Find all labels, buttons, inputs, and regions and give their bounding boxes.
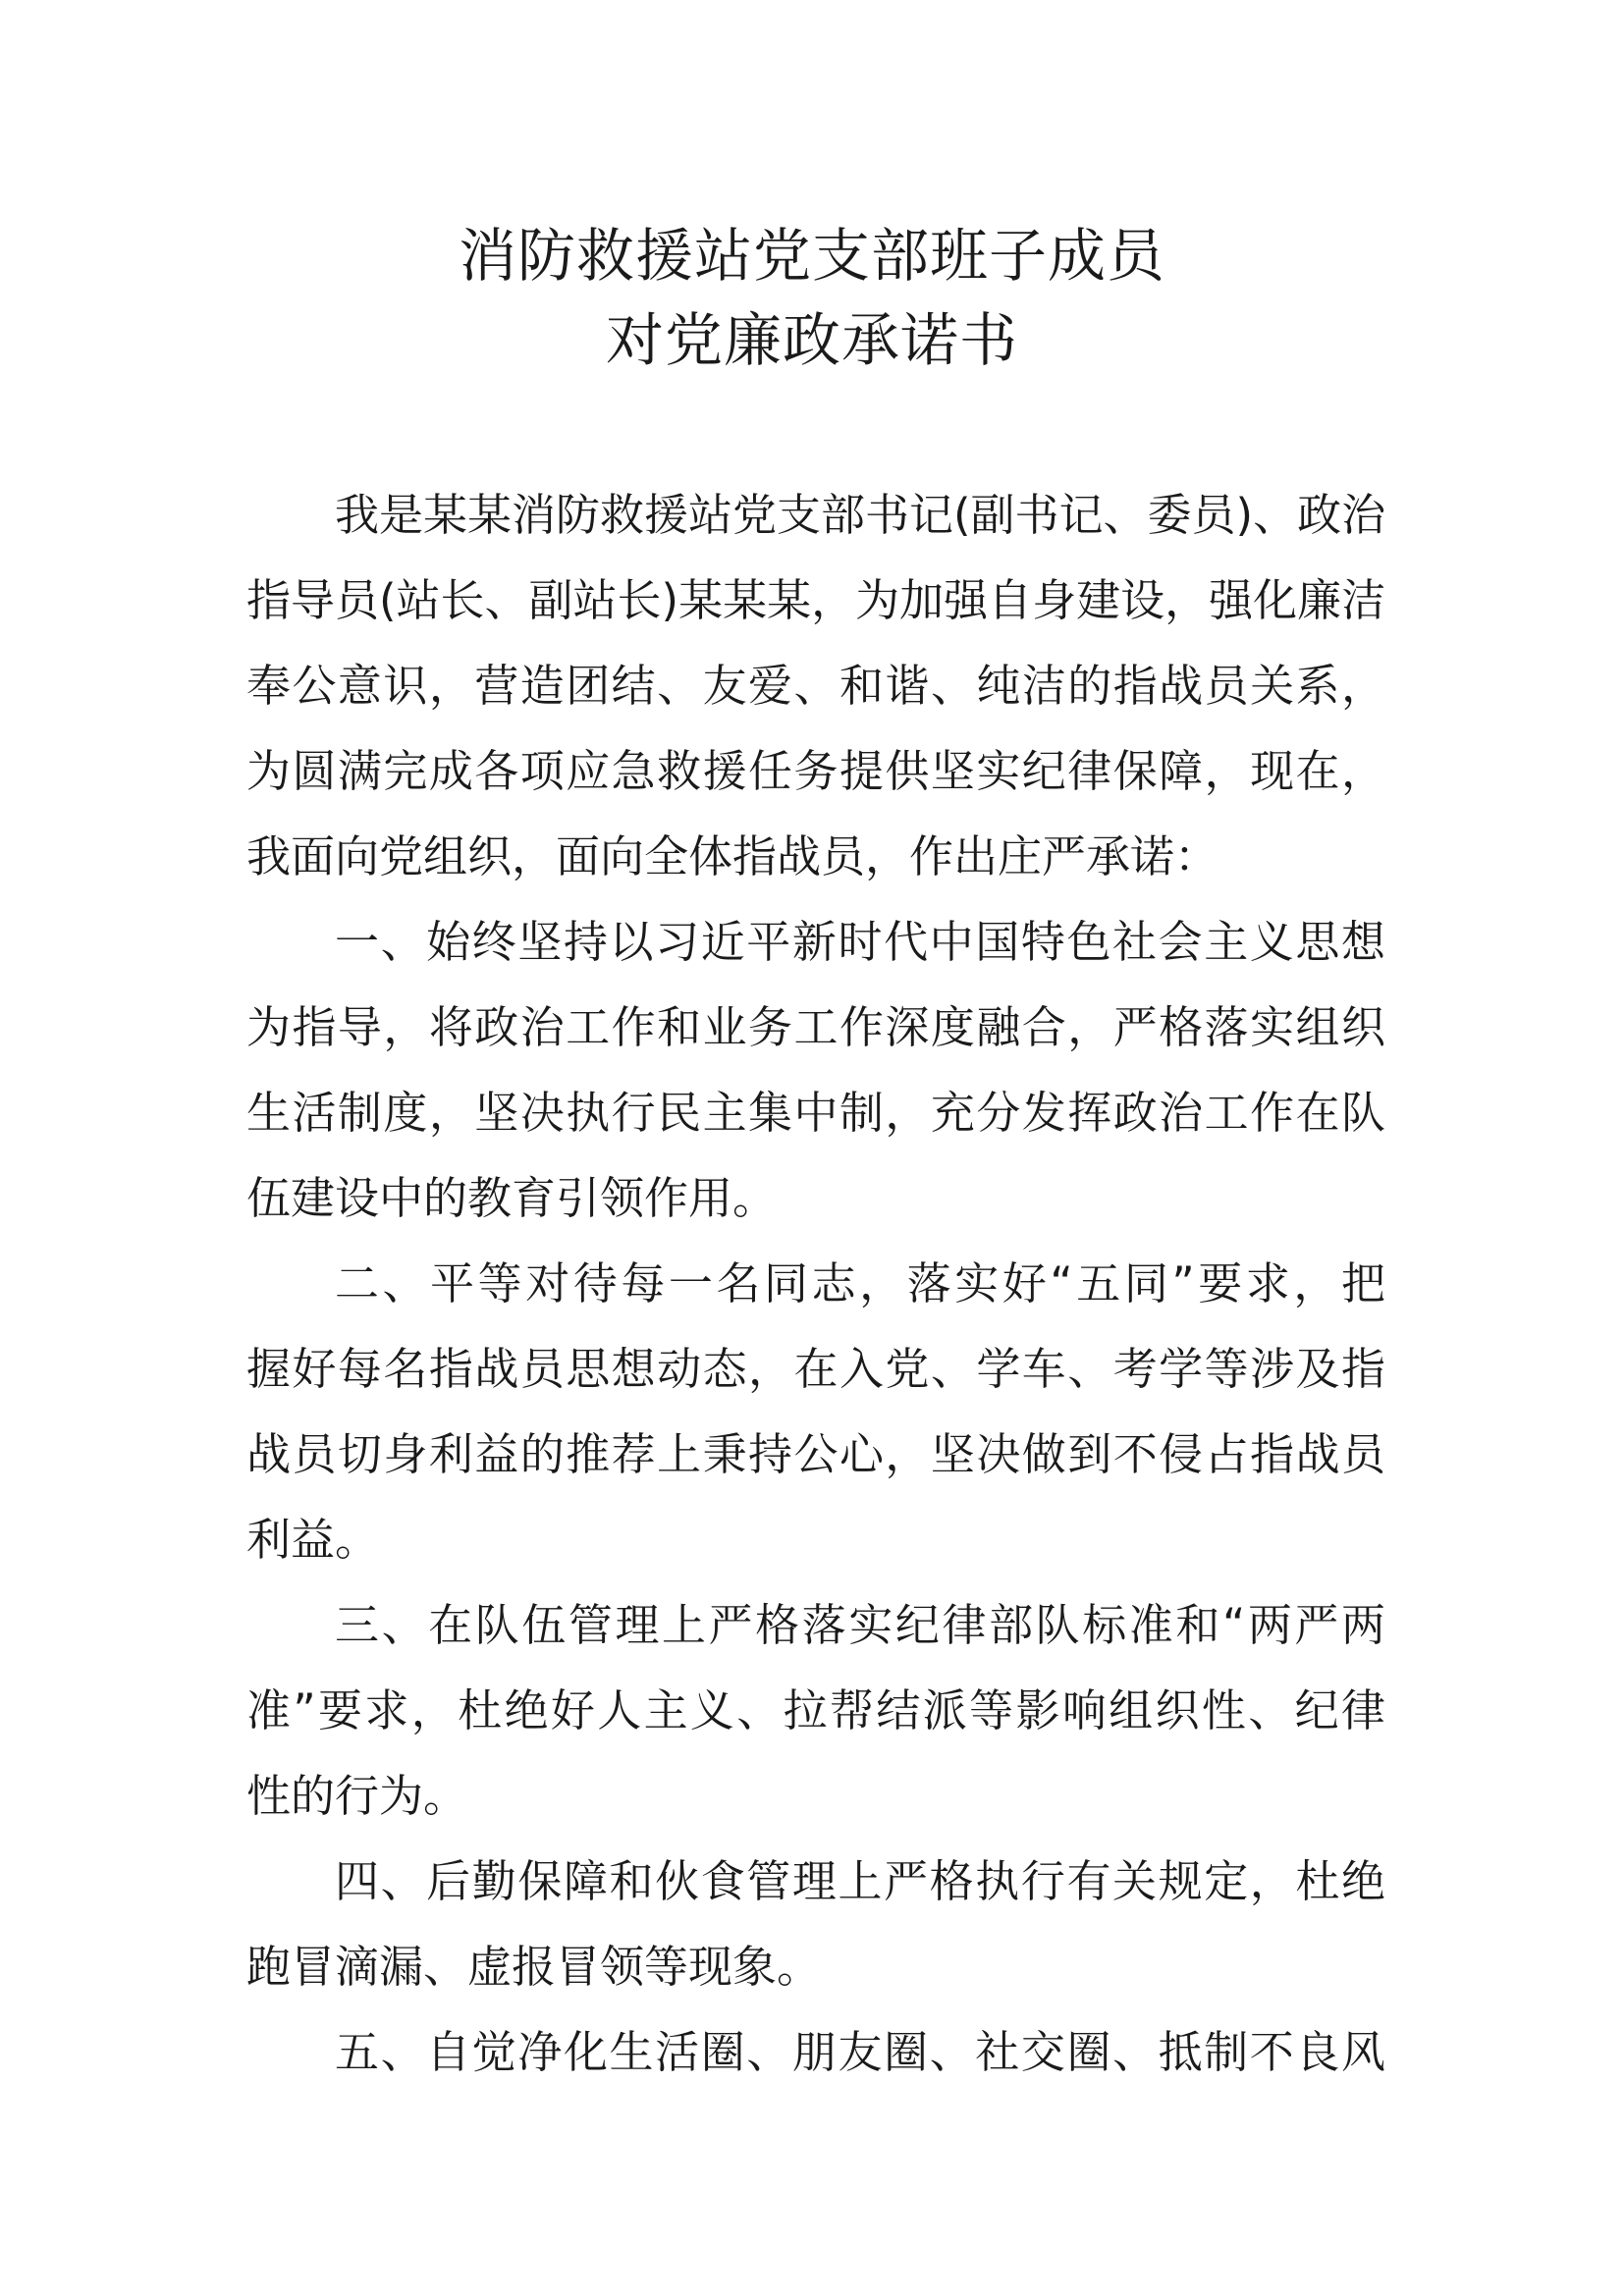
body-line: 二、平等对待每一名同志，落实好“五同”要求，把: [335, 1257, 1385, 1309]
title-line-1: 消防救援站党支部班子成员: [458, 222, 1165, 290]
body-line: 一、始终坚持以习近平新时代中国特色社会主义思想: [335, 916, 1385, 968]
body-line: 跑冒滴漏、虚报冒领等现象。: [246, 1941, 822, 1993]
body-line: 我是某某消防救援站党支部书记(副书记、委员)、政治: [335, 489, 1386, 541]
body-line: 战员切身利益的推荐上秉持公心，坚决做到不侵占指战员: [246, 1428, 1385, 1480]
title-line-2: 对党廉政承诺书: [605, 306, 1018, 374]
body-line: 性的行为。: [246, 1770, 468, 1822]
document-title: [0, 214, 1624, 383]
body-line: 为圆满完成各项应急救援任务提供坚实纪律保障，现在，: [246, 745, 1385, 797]
body-line: 指导员(站长、副站长)某某某，为加强自身建设，强化廉洁: [246, 574, 1386, 626]
body-line: 利益。: [246, 1514, 380, 1566]
body-line: 奉公意识，营造团结、友爱、和谐、纯洁的指战员关系，: [246, 660, 1385, 712]
body-line: 准”要求，杜绝好人主义、拉帮结派等影响组织性、纪律: [246, 1684, 1385, 1736]
body-line: 四、后勤保障和伙食管理上严格执行有关规定，杜绝: [335, 1855, 1385, 1907]
body-line: 伍建设中的教育引领作用。: [246, 1172, 778, 1224]
body-line: 生活制度，坚决执行民主集中制，充分发挥政治工作在队: [246, 1087, 1385, 1139]
body-line: 我面向党组织，面向全体指战员，作出庄严承诺：: [246, 830, 1219, 882]
body-line: 握好每名指战员思想动态，在入党、学车、考学等涉及指: [246, 1343, 1385, 1395]
body-line: 三、在队伍管理上严格落实纪律部队标准和“两严两: [335, 1599, 1385, 1651]
body-line: 为指导，将政治工作和业务工作深度融合，严格落实组织: [246, 1001, 1385, 1053]
document-body: [246, 472, 1385, 2095]
body-line: 五、自觉净化生活圈、朋友圈、社交圈、抵制不良风: [335, 2026, 1385, 2078]
